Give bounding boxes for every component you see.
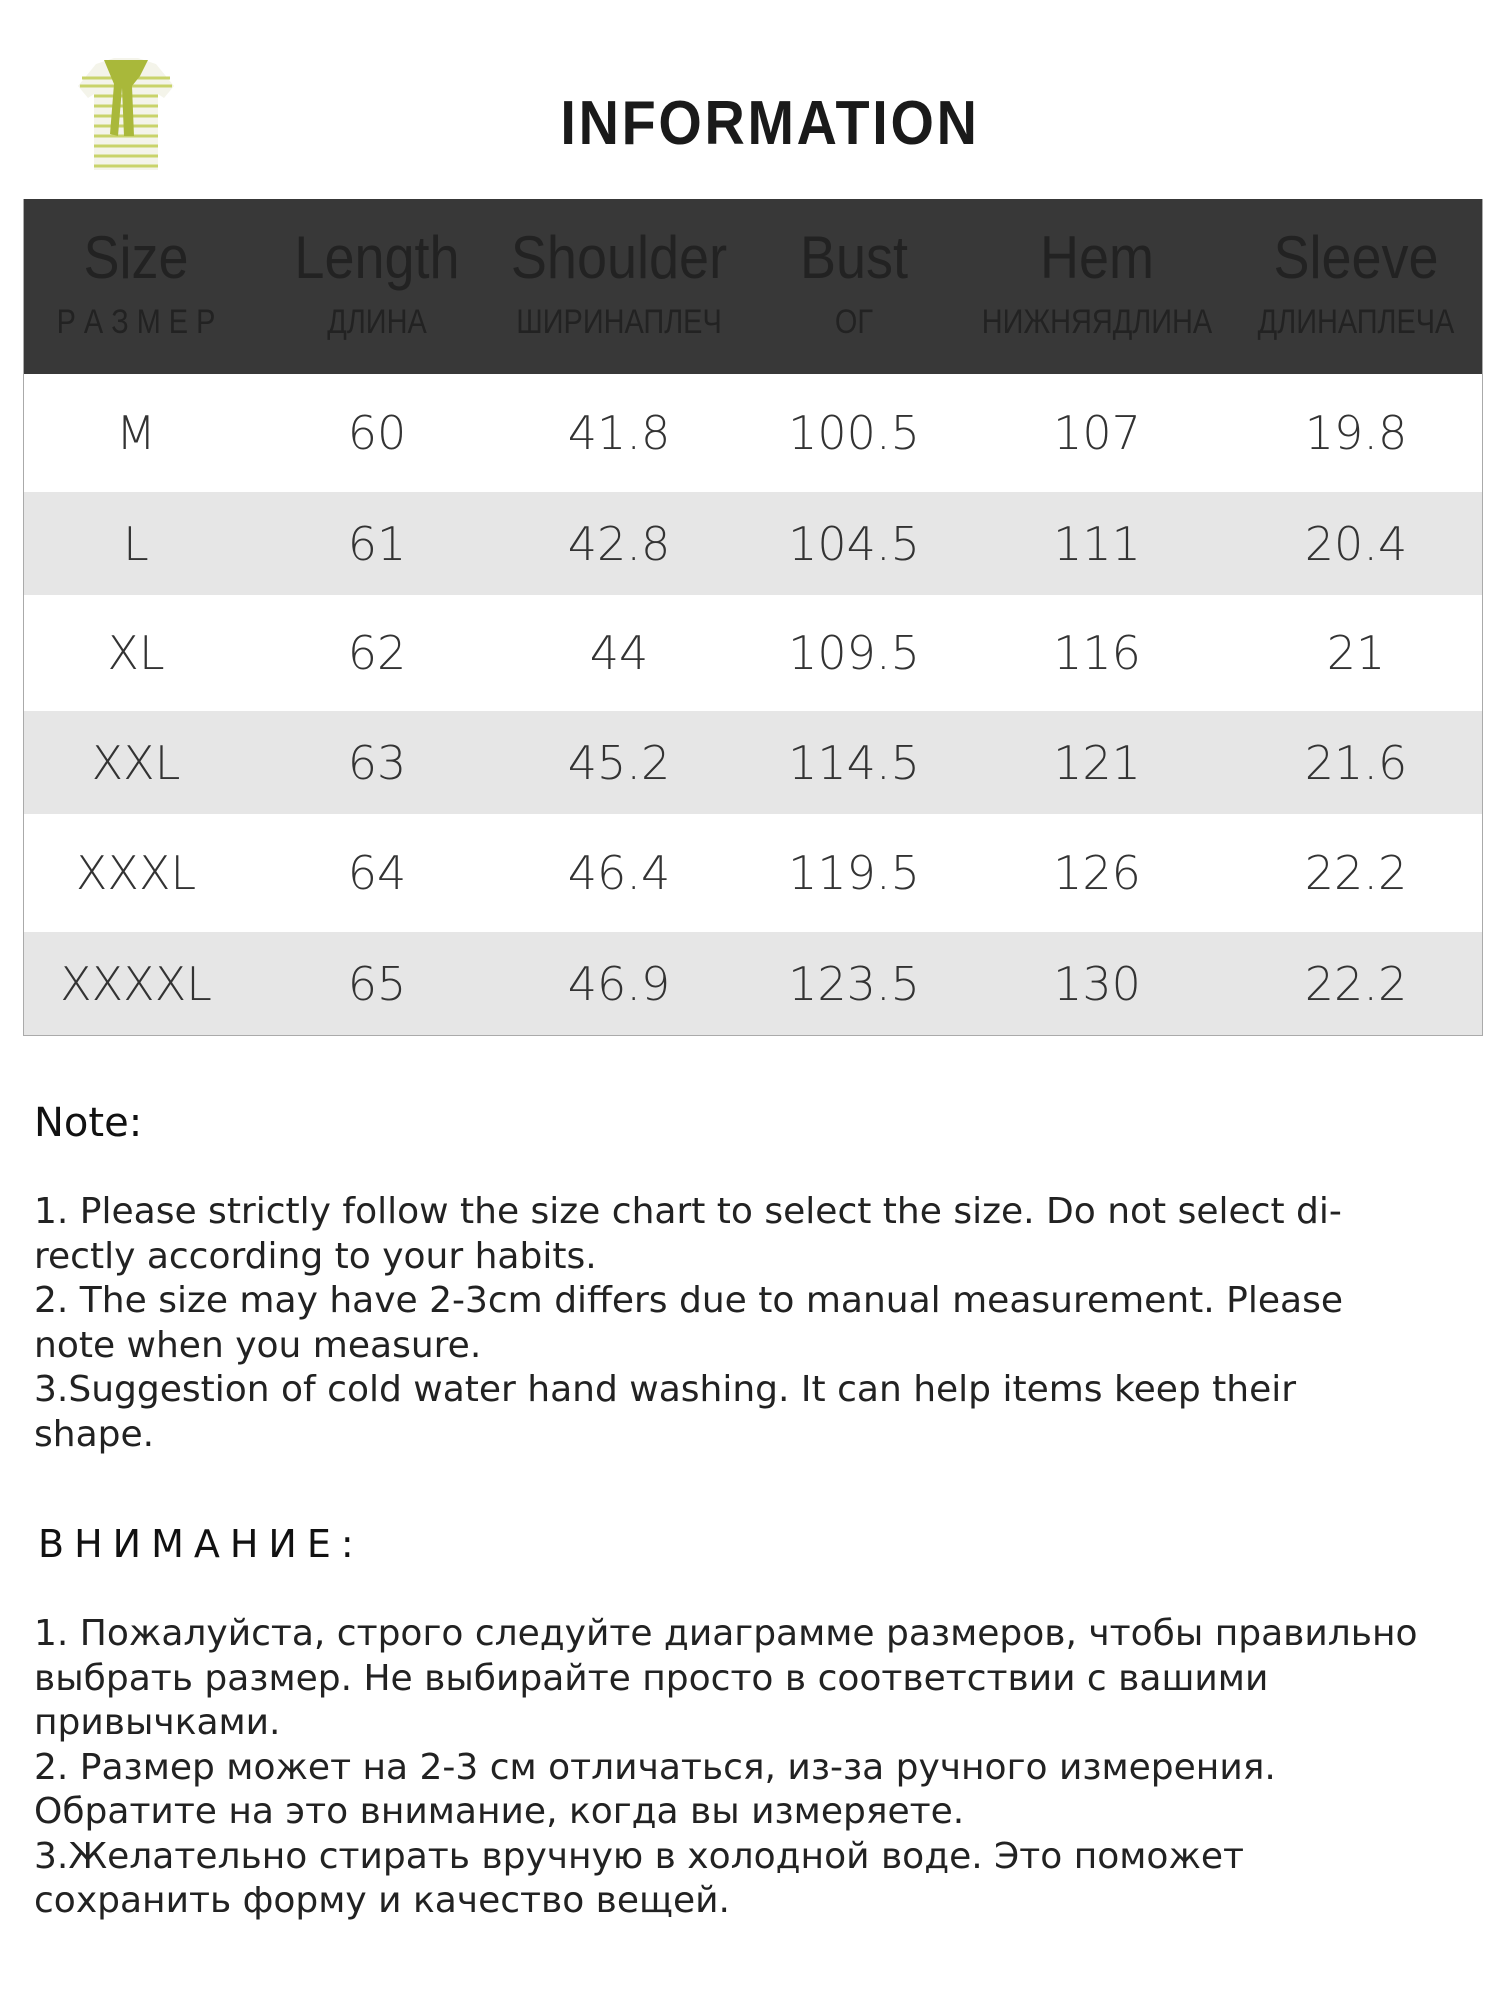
column-header-ru: ДЛИНАПЛЕЧА xyxy=(1257,303,1455,341)
column-header-en: Sleeve xyxy=(1273,224,1439,291)
note-line: 1. Пожалуйста, строго следуйте диаграмме размеров, чтобы правильно xyxy=(34,1613,1418,1654)
table-cell: 19.8 xyxy=(1304,406,1408,460)
column-header-ru: Р А З М Е Р xyxy=(56,303,216,341)
table-cell: 60 xyxy=(347,406,407,460)
table-cell: 20.4 xyxy=(1304,516,1408,571)
note-line: привычками. xyxy=(34,1702,281,1743)
column-header-ru: ОГ xyxy=(834,303,874,341)
column-header-en: Bust xyxy=(799,224,909,291)
table-cell: 44 xyxy=(589,626,649,680)
note-line: сохранить форму и качество вещей. xyxy=(34,1880,730,1921)
table-cell: XXXXL xyxy=(60,956,212,1011)
table-cell: XXXL xyxy=(75,846,197,900)
note-line: rectly according to your habits. xyxy=(34,1235,597,1277)
table-cell: 107 xyxy=(1053,406,1141,460)
table-row xyxy=(24,932,1482,1035)
table-cell: 21.6 xyxy=(1304,735,1408,790)
table-cell: 114.5 xyxy=(788,735,920,790)
table-cell: 46.4 xyxy=(567,846,671,900)
table-cell: 119.5 xyxy=(788,846,920,900)
column-header-en: Shoulder xyxy=(510,224,728,291)
table-cell: 130 xyxy=(1053,956,1141,1011)
table-cell: 116 xyxy=(1053,626,1141,680)
column-header-en: Hem xyxy=(1039,224,1155,291)
column-header-ru: НИЖНЯЯДЛИНА xyxy=(981,303,1213,341)
column-header-en: Length xyxy=(294,224,460,291)
table-cell: L xyxy=(123,516,149,571)
table-row xyxy=(24,374,1482,492)
note-line: Обратите на это внимание, когда вы измеряете. xyxy=(34,1791,965,1832)
table-cell: 42.8 xyxy=(567,516,671,571)
table-cell: M xyxy=(116,406,156,460)
note-line: shape. xyxy=(34,1413,155,1455)
table-cell: 63 xyxy=(347,735,407,790)
note-line: 1. Please strictly follow the size chart to select the size. Do not select di- xyxy=(34,1191,1342,1232)
table-cell: 62 xyxy=(347,626,407,680)
table-cell: 123.5 xyxy=(788,956,920,1011)
table-row xyxy=(24,595,1482,711)
table-cell: 126 xyxy=(1053,846,1141,900)
table-cell: 61 xyxy=(347,516,407,571)
column-header-ru: ДЛИНА xyxy=(327,303,427,341)
table-cell: 111 xyxy=(1053,516,1141,571)
column-header-en: Size xyxy=(83,224,189,291)
note-line: выбрать размер. Не выбирайте просто в соответствии с вашими xyxy=(34,1657,1269,1699)
table-row xyxy=(24,814,1482,932)
table-cell: XXL xyxy=(91,735,181,790)
page-title: INFORMATION xyxy=(560,89,980,158)
note-line: 3.Желательно стирать вручную в холодной воде. Это поможет xyxy=(34,1835,1244,1877)
table-cell: 22.2 xyxy=(1304,846,1408,900)
table-cell: 104.5 xyxy=(788,516,920,571)
size-table xyxy=(23,199,1483,1036)
table-cell: 46.9 xyxy=(567,956,671,1011)
note-line: 2. Размер может на 2-3 см отличаться, из-за ручного измерения. xyxy=(34,1746,1276,1788)
table-row xyxy=(24,711,1482,814)
note-line: 3.Suggestion of cold water hand washing. It can help items keep their xyxy=(34,1369,1297,1410)
note-line: note when you measure. xyxy=(34,1324,482,1366)
column-header-ru: ШИРИНАПЛЕЧ xyxy=(516,303,722,341)
table-cell: 21 xyxy=(1326,626,1386,680)
table-cell: 41.8 xyxy=(567,406,671,460)
table-cell: 121 xyxy=(1053,735,1141,790)
note-line: 2. The size may have 2-3cm differs due to manual measurement. Please xyxy=(34,1280,1343,1321)
note-title: Note: xyxy=(34,1100,143,1146)
table-cell: 64 xyxy=(347,846,407,900)
table-cell: 109.5 xyxy=(788,626,920,680)
note-ru-title: ВНИМАНИЕ: xyxy=(38,1522,364,1566)
table-cell: XL xyxy=(107,626,165,680)
table-header xyxy=(24,199,1482,374)
table-row xyxy=(24,492,1482,595)
table-cell: 100.5 xyxy=(788,406,920,460)
table-cell: 65 xyxy=(347,956,407,1011)
table-cell: 45.2 xyxy=(567,735,671,790)
table-cell: 22.2 xyxy=(1304,956,1408,1011)
